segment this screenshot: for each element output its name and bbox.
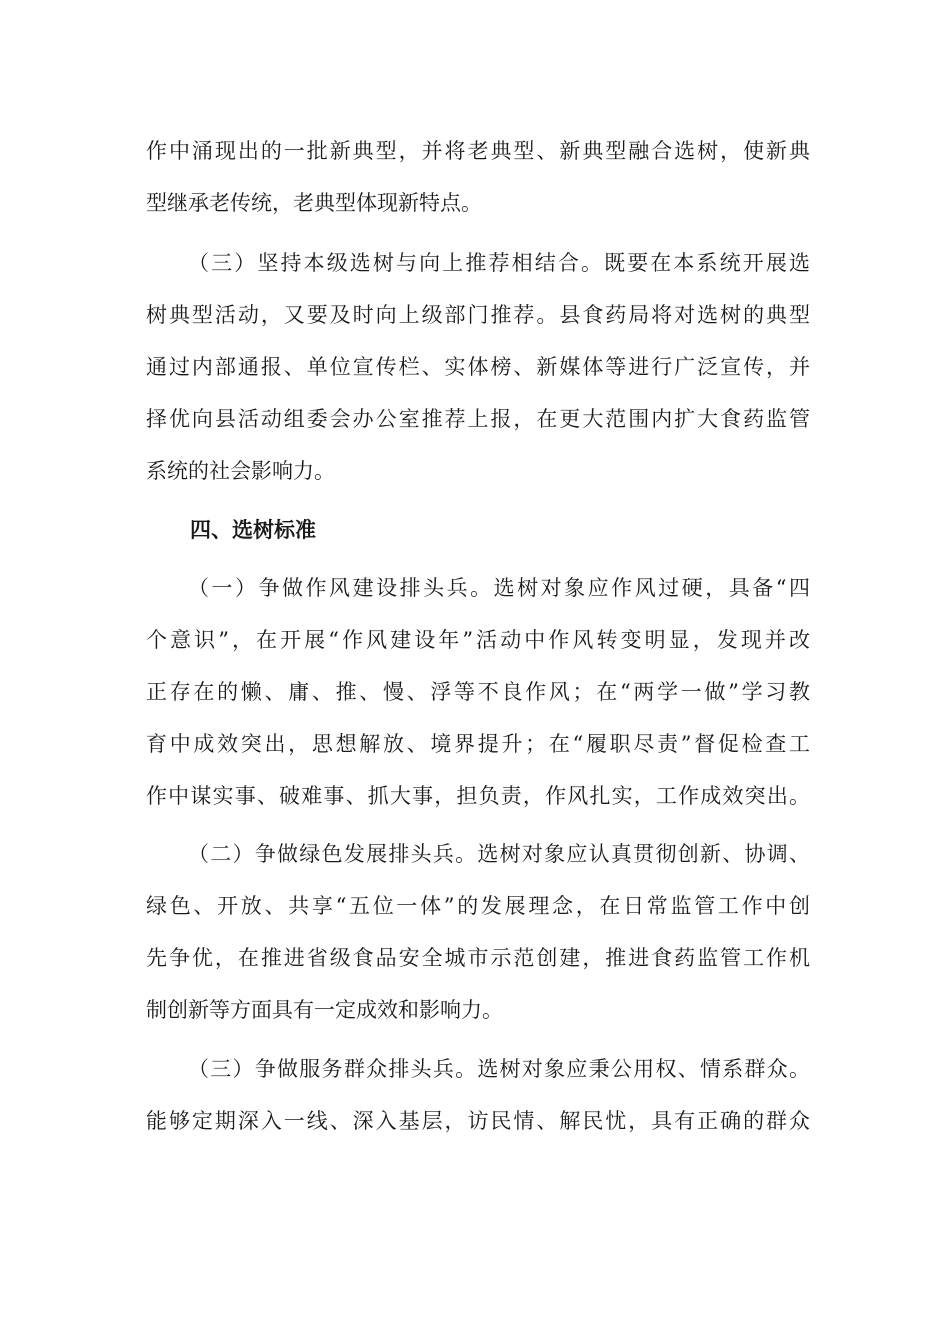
paragraph-line: 先争优，在推进省级食品安全城市示范创建，推进食药监管工作机 (146, 946, 810, 970)
paragraph-line: 系统的社会影响力。 (146, 459, 335, 483)
paragraph-line: 择优向县活动组委会办公室推荐上报，在更大范围内扩大食药监管 (146, 407, 810, 431)
paragraph-line: 绿色、开放、共享“五位一体”的发展理念，在日常监管工作中创 (146, 894, 810, 918)
paragraph-line: （一）争做作风建设排头兵。选树对象应作风过硬，具备“四 (188, 576, 810, 600)
paragraph-line: 个意识”，在开展“作风建设年”活动中作风转变明显，发现并改 (146, 628, 810, 652)
paragraph-line: 制创新等方面具有一定成效和影响力。 (146, 998, 503, 1022)
paragraph-line: 通过内部通报、单位宣传栏、实体榜、新媒体等进行广泛宣传，并 (146, 355, 810, 379)
paragraph-line: 育中成效突出，思想解放、境界提升；在“履职尽责”督促检查工 (146, 732, 810, 756)
paragraph-line: 作中涌现出的一批新典型，并将老典型、新典型融合选树，使新典 (146, 139, 810, 163)
paragraph-line: （三）争做服务群众排头兵。选树对象应秉公用权、情系群众。 (188, 1057, 810, 1081)
paragraph-line: 能够定期深入一线、深入基层，访民情、解民忧，具有正确的群众 (146, 1109, 810, 1133)
paragraph-line: 正存在的懒、庸、推、慢、浮等不良作风；在“两学一做”学习教 (146, 680, 810, 704)
section-heading: 四、选树标准 (190, 517, 316, 542)
paragraph-line: （二）争做绿色发展排头兵。选树对象应认真贯彻创新、协调、 (188, 842, 810, 866)
paragraph-line: 作中谋实事、破难事、抓大事，担负责，作风扎实，工作成效突出。 (146, 784, 810, 808)
paragraph-line: 树典型活动，又要及时向上级部门推荐。县食药局将对选树的典型 (146, 303, 810, 327)
paragraph-line: 型继承老传统，老典型体现新特点。 (146, 191, 482, 215)
paragraph-line: （三）坚持本级选树与向上推荐相结合。既要在本系统开展选 (188, 251, 810, 275)
